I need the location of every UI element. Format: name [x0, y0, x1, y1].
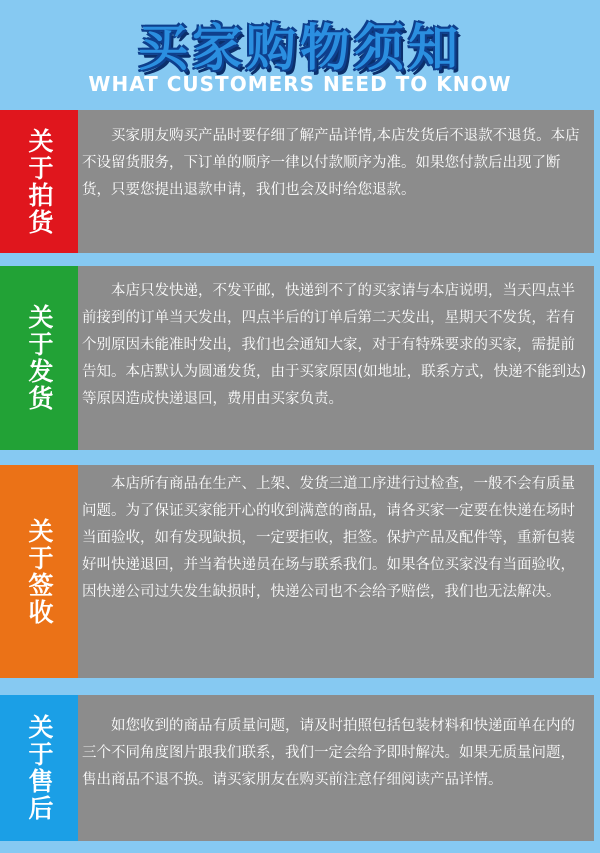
section-text: 买家朋友购买产品时要仔细了解产品详情,本店发货后不退款不退货。本店不设留货服务，下订单的顺序一律以付款顺序为准。如果您付款后出现了断货，只要您提出退款申请，我们也会及时给您退款。 — [82, 128, 580, 198]
section-label: 关于发货 — [25, 304, 54, 412]
page-subtitle: WHAT CUSTOMERS NEED TO KNOW — [88, 72, 512, 96]
page-title: 买家购物须知 — [138, 19, 462, 77]
section-label: 关于拍货 — [25, 127, 54, 236]
section-label: 关于售后 — [25, 714, 54, 822]
section-label-badge — [0, 110, 78, 253]
section-label-badge — [0, 465, 78, 678]
section-label-badge — [0, 266, 78, 450]
section-text: 本店只发快递，不发平邮，快递到不了的买家请与本店说明，当天四点半前接到的订单当天发出，四点半后的订单后第二天发出，星期天不发货，若有个别原因未能准时发出，我们也会通知大家，对于有特殊要求的买家，需提前告知。本店默认为圆通发货，由于买家原因(如地址，联系方式，快递不能到达)等原因造成快递退回，费用由买家负责。 — [82, 283, 587, 407]
section-after-sales — [0, 695, 600, 841]
section-label: 关于签收 — [25, 517, 54, 626]
header — [0, 0, 600, 110]
section-text: 如您收到的商品有质量问题，请及时拍照包括包装材料和快递面单在内的三个不同角度图片跟我们联系，我们一定会给予即时解决。如果无质量问题，售出商品不退不换。请买家朋友在购买前注意仔细阅读产品详情。 — [82, 718, 575, 788]
section-receiving — [0, 465, 600, 678]
section-shipping — [0, 266, 600, 450]
section-label-badge — [0, 695, 78, 841]
section-text: 本店所有商品在生产、上架、发货三道工序进行过检查，一般不会有质量问题。为了保证买家能开心的收到满意的商品，请各买家一定要在快递在场时当面验收，如有发现缺损，一定要拒收，拒签。保护产品及配件等，重新包装好叫快递退回，并当着快递员在场与联系我们。如果各位买家没有当面验收，因快递公司过失发生缺损时，快递公司也不会给予赔偿，我们也无法解决。 — [82, 476, 575, 600]
section-ordering — [0, 110, 600, 253]
